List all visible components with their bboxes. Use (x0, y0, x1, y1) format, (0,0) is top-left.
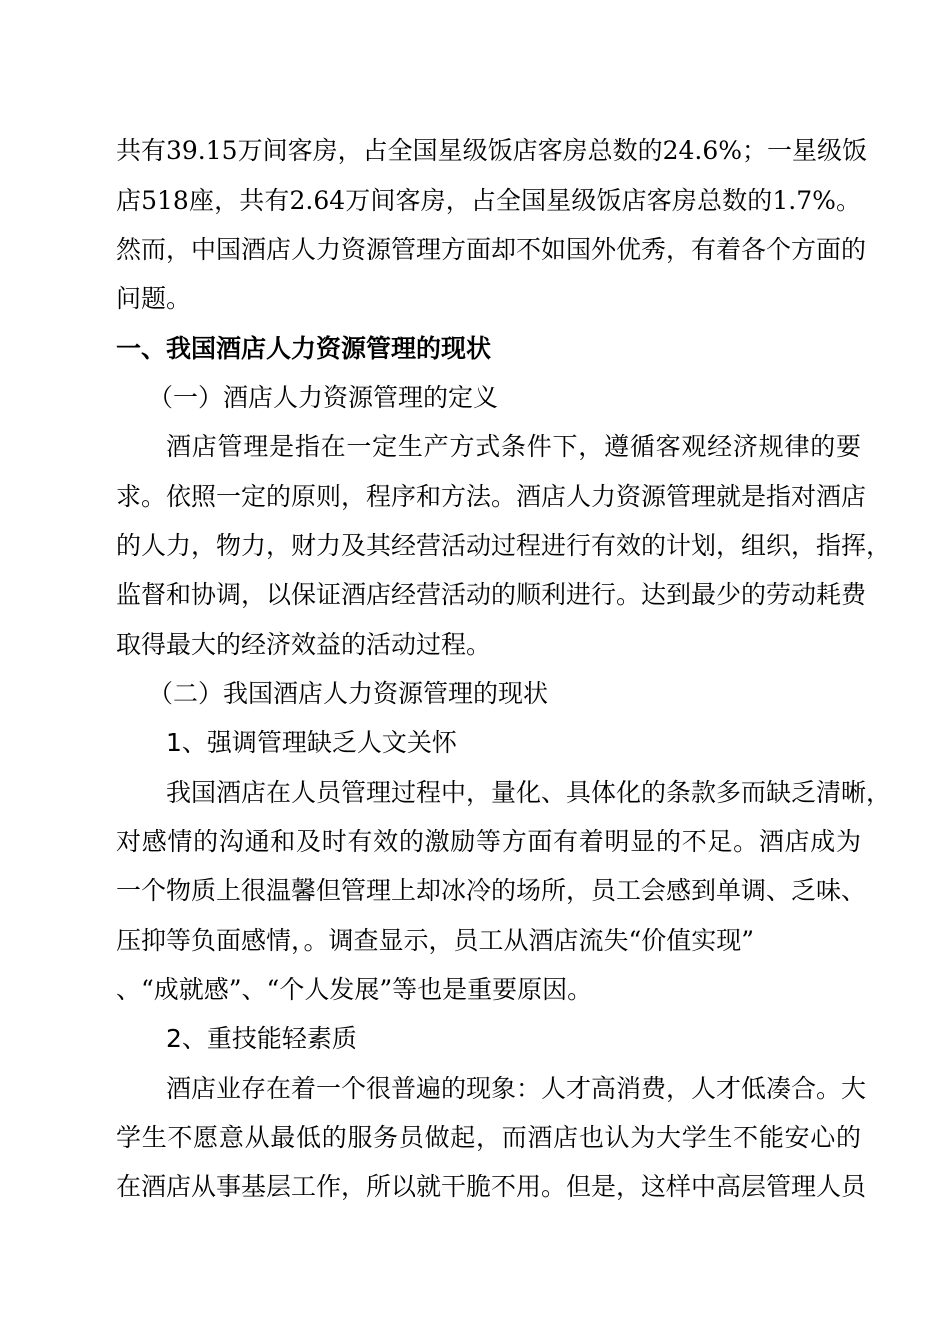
paragraph-line: 的人力，物力，财力及其经营活动过程进行有效的计划，组织，指挥， (116, 531, 892, 560)
paragraph-line: 学生不愿意从最低的服务员做起，而酒店也认为大学生不能安心的 (116, 1123, 861, 1152)
paragraph-line: 对感情的沟通和及时有效的激励等方面有着明显的不足。酒店成为 (116, 827, 861, 856)
paragraph-line: 求。依照一定的原则，程序和方法。酒店人力资源管理就是指对酒店 (116, 482, 867, 511)
paragraph-line: 取得最大的经济效益的活动过程。 (116, 630, 492, 659)
paragraph-line: 共有39.15万间客房，占全国星级饭店客房总数的24.6%；一星级饭 (116, 136, 867, 165)
paragraph-line: 一个物质上很温馨但管理上却冰冷的场所，员工会感到单调、乏味、 (116, 876, 867, 905)
paragraph-line: 监督和协调，以保证酒店经营活动的顺利进行。达到最少的劳动耗费 (116, 580, 867, 609)
point-heading: 1、强调管理缺乏人文关怀 (166, 728, 457, 757)
paragraph-line: 酒店管理是指在一定生产方式条件下，遵循客观经济规律的要 (166, 432, 861, 461)
paragraph-line: 酒店业存在着一个很普遍的现象：人才高消费，人才低凑合。大 (166, 1074, 867, 1103)
paragraph-line: 然而，中国酒店人力资源管理方面却不如国外优秀，有着各个方面的 (116, 235, 867, 264)
paragraph-line: 在酒店从事基层工作，所以就干脆不用。但是，这样中高层管理人员 (116, 1172, 867, 1201)
paragraph-line: 我国酒店在人员管理过程中，量化、具体化的条款多而缺乏清晰， (166, 778, 892, 807)
section-heading: 一、我国酒店人力资源管理的现状 (116, 334, 492, 363)
paragraph-line: 问题。 (116, 284, 192, 313)
paragraph-line: 、“成就感”、“个人发展”等也是重要原因。 (116, 975, 593, 1004)
subsection-heading: （二）我国酒店人力资源管理的现状 (148, 679, 549, 708)
point-heading: 2、重技能轻素质 (166, 1024, 357, 1053)
paragraph-line: 店518座，共有2.64万间客房，占全国星级饭店客房总数的1.7%。 (116, 186, 861, 215)
paragraph-line: 压抑等负面感情，。调查显示，员工从酒店流失“价值实现” (116, 926, 755, 955)
subsection-heading: （一）酒店人力资源管理的定义 (148, 383, 499, 412)
